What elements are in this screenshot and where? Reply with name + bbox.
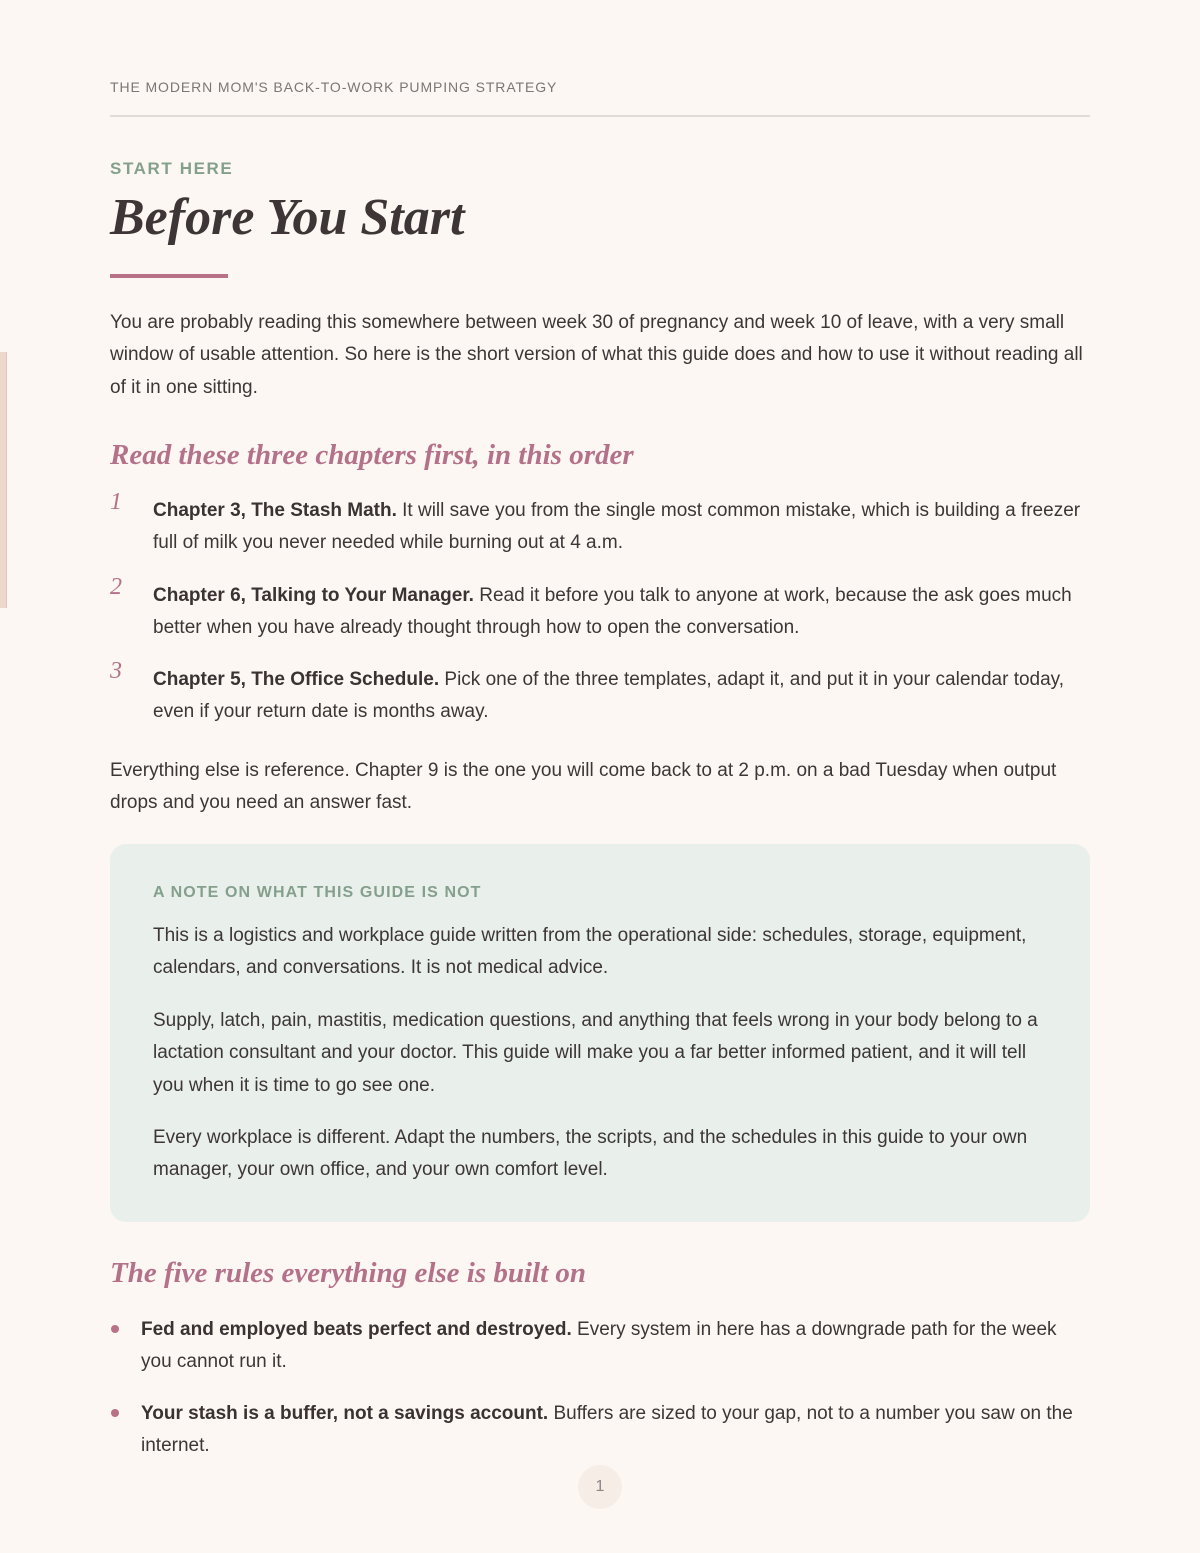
section-kicker: START HERE [110,159,234,178]
chapter-title: Chapter 3, The Stash Math. [153,500,397,521]
callout-paragraph: Supply, latch, pain, mastitis, medication questions, and anything that feels wrong in your body belong to a lactation consultant and your doctor. This guide will make you a far better informed patient, and it will tell you when it is time to go see one. [153,1010,1038,1096]
callout-paragraph: Every workplace is different. Adapt the numbers, the scripts, and the schedules in this guide to your own manager, your own office, and your own comfort level. [153,1127,1028,1181]
rule-title: Fed and employed beats perfect and destroyed. [141,1319,572,1340]
chapter-description: Read it before you talk to anyone at work, because the ask goes much better when you have already thought through how to open the conversation. [153,585,1072,639]
chapters-heading: Read these three chapters first, in this order [110,439,634,471]
running-header: THE MODERN MOM'S BACK-TO-WORK PUMPING STRATEGY [110,79,558,95]
rule-description: Every system in here has a downgrade path for the week you cannot run it. [141,1319,1057,1373]
intro-paragraph: You are probably reading this somewhere between week 30 of pregnancy and week 10 of leave, with a very small window of usable attention. So here is the short version of what this guide does and how to use it without reading all of it in one sitting. [110,312,1083,398]
chapter-text [153,495,1083,560]
page-edge-marker [0,352,7,608]
chapter-number: 3 [110,658,122,684]
chapter-title: Chapter 6, Talking to Your Manager. [153,585,474,606]
chapter-number: 2 [110,574,122,600]
rule-text [141,1398,1081,1463]
chapter-description: Pick one of the three templates, adapt it, and put it in your calendar today, even if your return date is months away. [153,669,1065,723]
page-title: Before You Start [110,189,465,246]
bullet-dot-icon [111,1325,119,1333]
chapter-title: Chapter 5, The Office Schedule. [153,669,440,690]
rules-heading: The five rules everything else is built on [110,1257,587,1289]
rule-description: Buffers are sized to your gap, not to a number you saw on the internet. [141,1403,1073,1457]
title-underline [110,274,228,278]
chapter-number: 1 [110,489,122,515]
chapter-text [153,664,1083,729]
chapter-description: It will save you from the single most common mistake, which is building a freezer full of milk you never needed while burning out at 4 a.m. [153,500,1081,554]
bullet-dot-icon [111,1409,119,1417]
callout-box [110,844,1090,1222]
page-number: 1 [578,1465,622,1509]
callout-label: A NOTE ON WHAT THIS GUIDE IS NOT [153,884,482,901]
rule-text [141,1314,1081,1379]
chapter-text [153,580,1083,645]
header-divider [110,115,1090,117]
rule-title: Your stash is a buffer, not a savings account. [141,1403,549,1424]
callout-paragraph: This is a logistics and workplace guide written from the operational side: schedules, storage, equipment, calendars, and conversations. It is not medical advice. [153,925,1027,979]
reference-paragraph: Everything else is reference. Chapter 9 is the one you will come back to at 2 p.m. on a bad Tuesday when output drops and you need an answer fast. [110,760,1057,814]
